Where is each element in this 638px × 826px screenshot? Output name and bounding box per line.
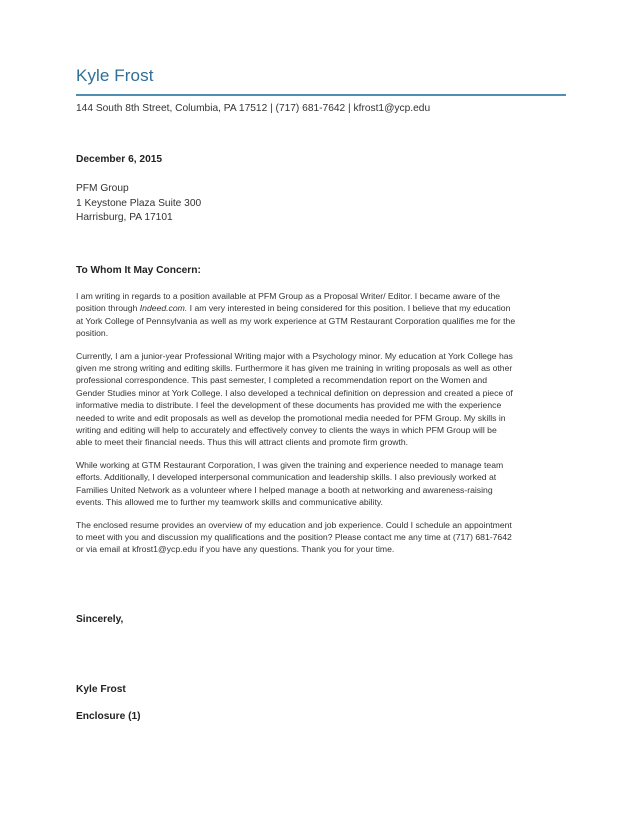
text-line: to meet with you and discussion my qualifications and the position? Please contact me any time at (717) 681-7642: [76, 531, 512, 542]
paragraph-education: [76, 350, 568, 449]
text-line: efforts. Additionally, I developed interpersonal communication and leadership skills. I also previously worked at: [76, 472, 497, 483]
sender-name: Kyle Frost: [76, 66, 154, 85]
paragraph-intro: [76, 290, 568, 340]
text-line: events. This allowed me to further my teamwork skills and communicative ability.: [76, 497, 383, 508]
text-segment: position through: [76, 303, 140, 314]
text-line: informative media to distribute. I feel the development of these documents has provided me with the experience: [76, 400, 502, 411]
text-line: Families United Network as a volunteer where I helped manage a booth at networking and awareness-raising: [76, 484, 493, 495]
header-rule: [76, 94, 566, 96]
text-line: Currently, I am a junior-year Professional Writing major with a Psychology minor. My education at York College has: [76, 350, 513, 361]
text-line: While working at GTM Restaurant Corporation, I was given the training and experience needed to manage team: [76, 459, 504, 470]
salutation: To Whom It May Concern:: [76, 265, 201, 276]
text-line: Gender Studies minor at York College. I also developed a technical definition on depression and created a piece of: [76, 387, 513, 398]
paragraph-experience: [76, 459, 568, 509]
recipient-line: Harrisburg, PA 17101: [76, 212, 173, 223]
sender-contact: 144 South 8th Street, Columbia, PA 17512 | (717) 681-7642 | kfrost1@ycp.edu: [76, 103, 431, 114]
text-line: professional correspondence. This past semester, I completed a recommendation report on the Women and: [76, 375, 488, 386]
recipient-line: PFM Group: [76, 183, 129, 194]
text-line: given me strong writing and editing skills. Furthermore it has given me training in writing proposals as well as other: [76, 363, 513, 374]
recipient-address: [76, 182, 201, 226]
text-line: [76, 302, 568, 314]
signer-name: Kyle Frost: [76, 684, 126, 695]
text-line: position.: [76, 328, 109, 339]
indeed-link-text: Indeed.com.: [139, 303, 188, 314]
text-line: at York College of Pennsylvania as well as my work experience at GTM Restaurant Corporation qualifies me for the: [76, 315, 516, 326]
enclosure-note: Enclosure (1): [76, 711, 141, 722]
letter-body: [76, 290, 568, 566]
recipient-line: 1 Keystone Plaza Suite 300: [76, 197, 202, 209]
text-segment: I am very interested in being considered for this position. I believe that my education: [187, 303, 511, 314]
text-line: or via email at kfrost1@ycp.edu if you have any questions. Thank you for your time.: [76, 544, 395, 555]
text-line: The enclosed resume provides an overview of my education and job experience. Could I schedule an appointment: [76, 519, 512, 530]
letter-date: December 6, 2015: [76, 154, 163, 165]
text-line: needed to write and edit proposals as well as develop the promotional media needed for PFM Group. My skills in: [76, 412, 506, 423]
paragraph-closing: [76, 519, 568, 556]
text-line: able to meet their financial needs. Thus this will attract clients and promote firm growth.: [76, 437, 409, 448]
text-line: I am writing in regards to a position available at PFM Group as a Proposal Writer/ Editor. I became aware of the: [76, 291, 501, 301]
complimentary-close: Sincerely,: [76, 614, 124, 625]
text-line: writing and editing will help to accurately and effectively convey to clients the ways in which PFM Group will be: [76, 425, 497, 436]
